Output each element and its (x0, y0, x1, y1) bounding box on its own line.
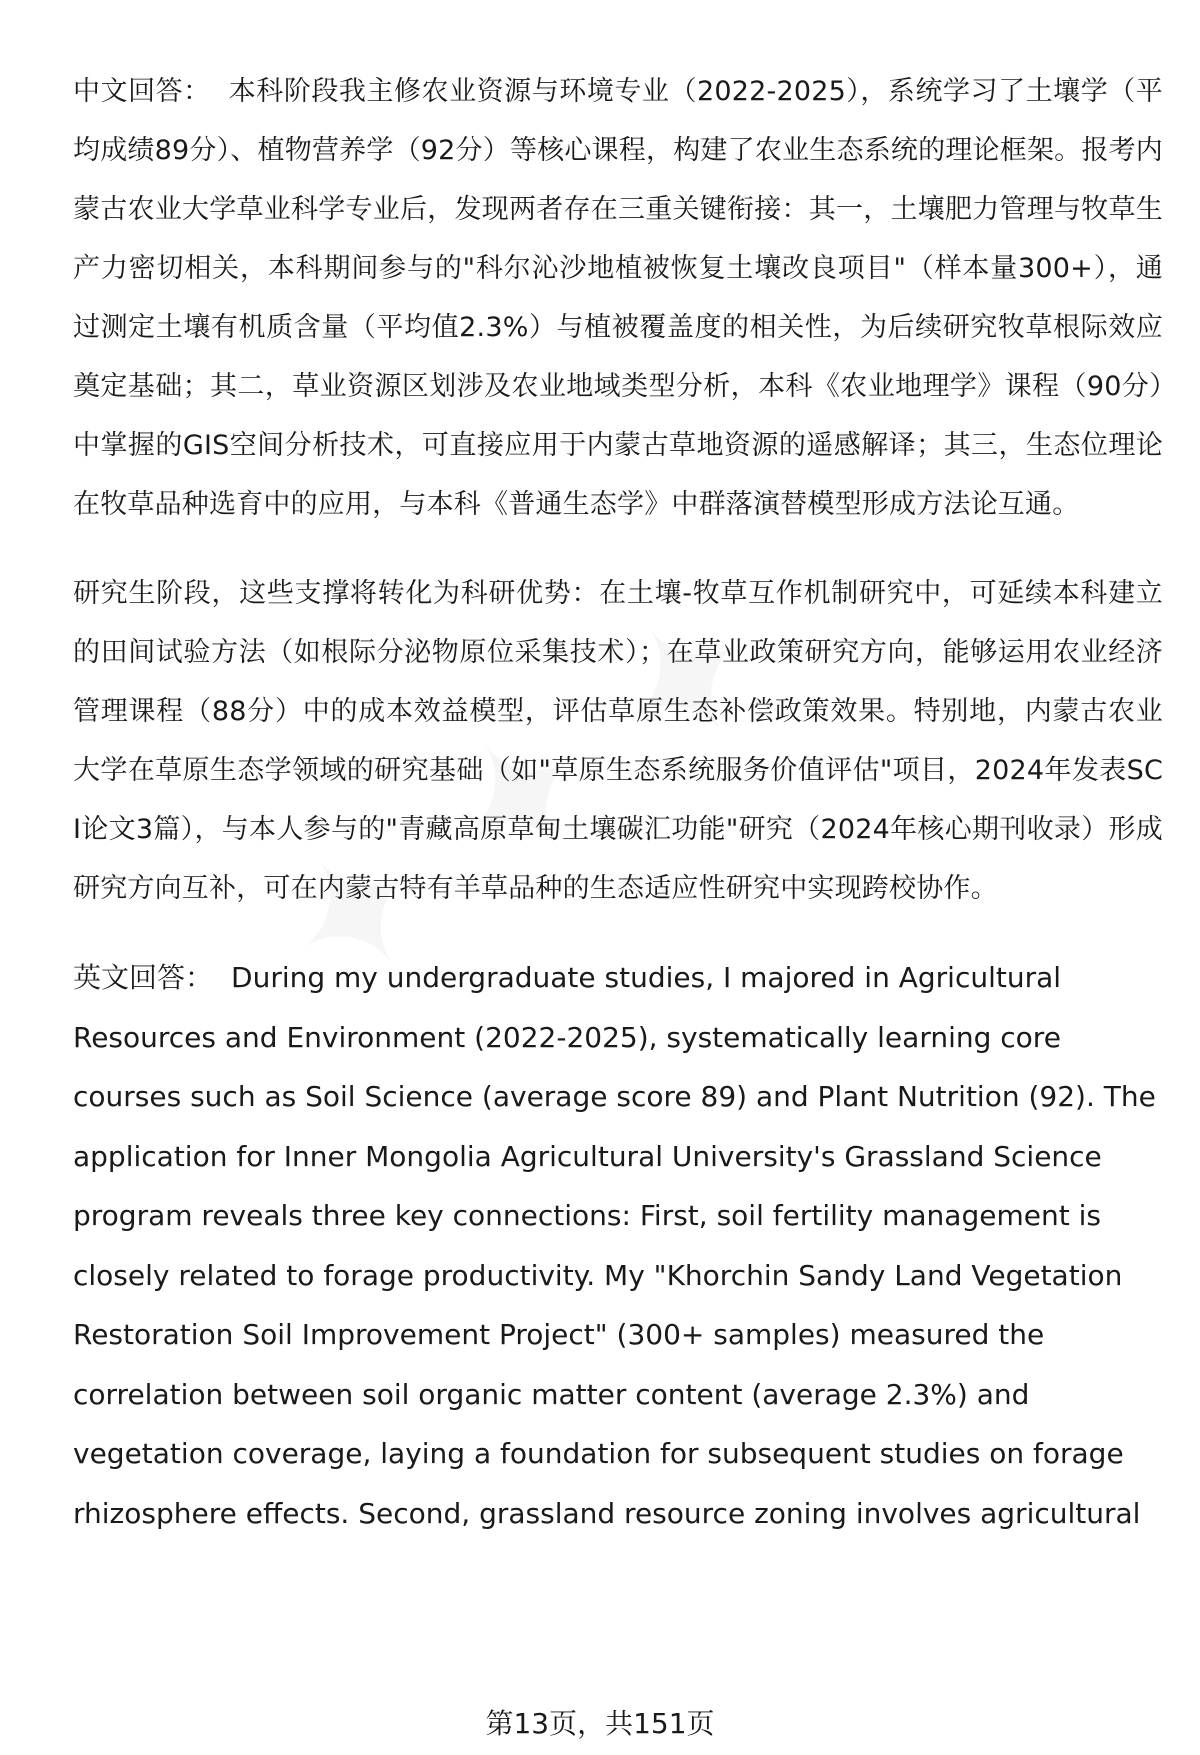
cn-answer-text-1: 本科阶段我主修农业资源与环境专业（2022-2025），系统学习了土壤学（平均成绩89分）、植物营养学（92分）等核心课程，构建了农业生态系统的理论框架。报考内蒙古农业大学草业科学专业后，发现两者存在三重关键衔接：其一，土壤肥力管理与牧草生产力密切相关，本科期间参与的"科尔沁沙地植被恢复土壤改良项目"（样本量300+），通过测定土壤有机质含量（平均值2.3%）与植被覆盖度的相关性，为后续研究牧草根际效应奠定基础；其二，草业资源区划涉及农业地域类型分析，本科《农业地理学》课程（90分）中掌握的GIS空间分析技术，可直接应用于内蒙古草地资源的遥感解译；其三，生态位理论在牧草品种选育中的应用，与本科《普通生态学》中群落演替模型形成方法论互通。 (73, 76, 1163, 520)
cn-answer-paragraph-1 (73, 62, 1163, 534)
en-answer-text: During my undergraduate studies, I majored in Agricultural Resources and Environment (2022-2025), systematically learning core courses such as Soil Science (average score 89) and Plant Nutrition (92). The application for Inner Mongolia Agricultural University's Grassland Science program reveals three key connections: First, soil fertility management is closely related to forage productivity. My "Khorchin Sandy Land Vegetation Restoration Soil Improvement Project" (300+ samples) measured the correlation between soil organic matter content (average 2.3%) and vegetation coverage, laying a foundation for subsequent studies on forage rhizosphere effects. Second, grassland resource zoning involves agricultural (73, 961, 1156, 1530)
page-number: 第13页，共151页 (485, 1707, 715, 1740)
cn-answer-label: 中文回答： (73, 76, 211, 107)
en-answer-paragraph (73, 948, 1163, 1543)
document-body (73, 62, 1163, 1543)
en-answer-label: 英文回答： (73, 961, 214, 994)
cn-answer-paragraph-2: 研究生阶段，这些支撑将转化为科研优势：在土壤-牧草互作机制研究中，可延续本科建立的田间试验方法（如根际分泌物原位采集技术）；在草业政策研究方向，能够运用农业经济管理课程（88分）中的成本效益模型，评估草原生态补偿政策效果。特别地，内蒙古农业大学在草原生态学领域的研究基础（如"草原生态系统服务价值评估"项目，2024年发表SCI论文3篇），与本人参与的"青藏高原草甸土壤碳汇功能"研究（2024年核心期刊收录）形成研究方向互补，可在内蒙古特有羊草品种的生态适应性研究中实现跨校协作。 (73, 578, 1163, 904)
